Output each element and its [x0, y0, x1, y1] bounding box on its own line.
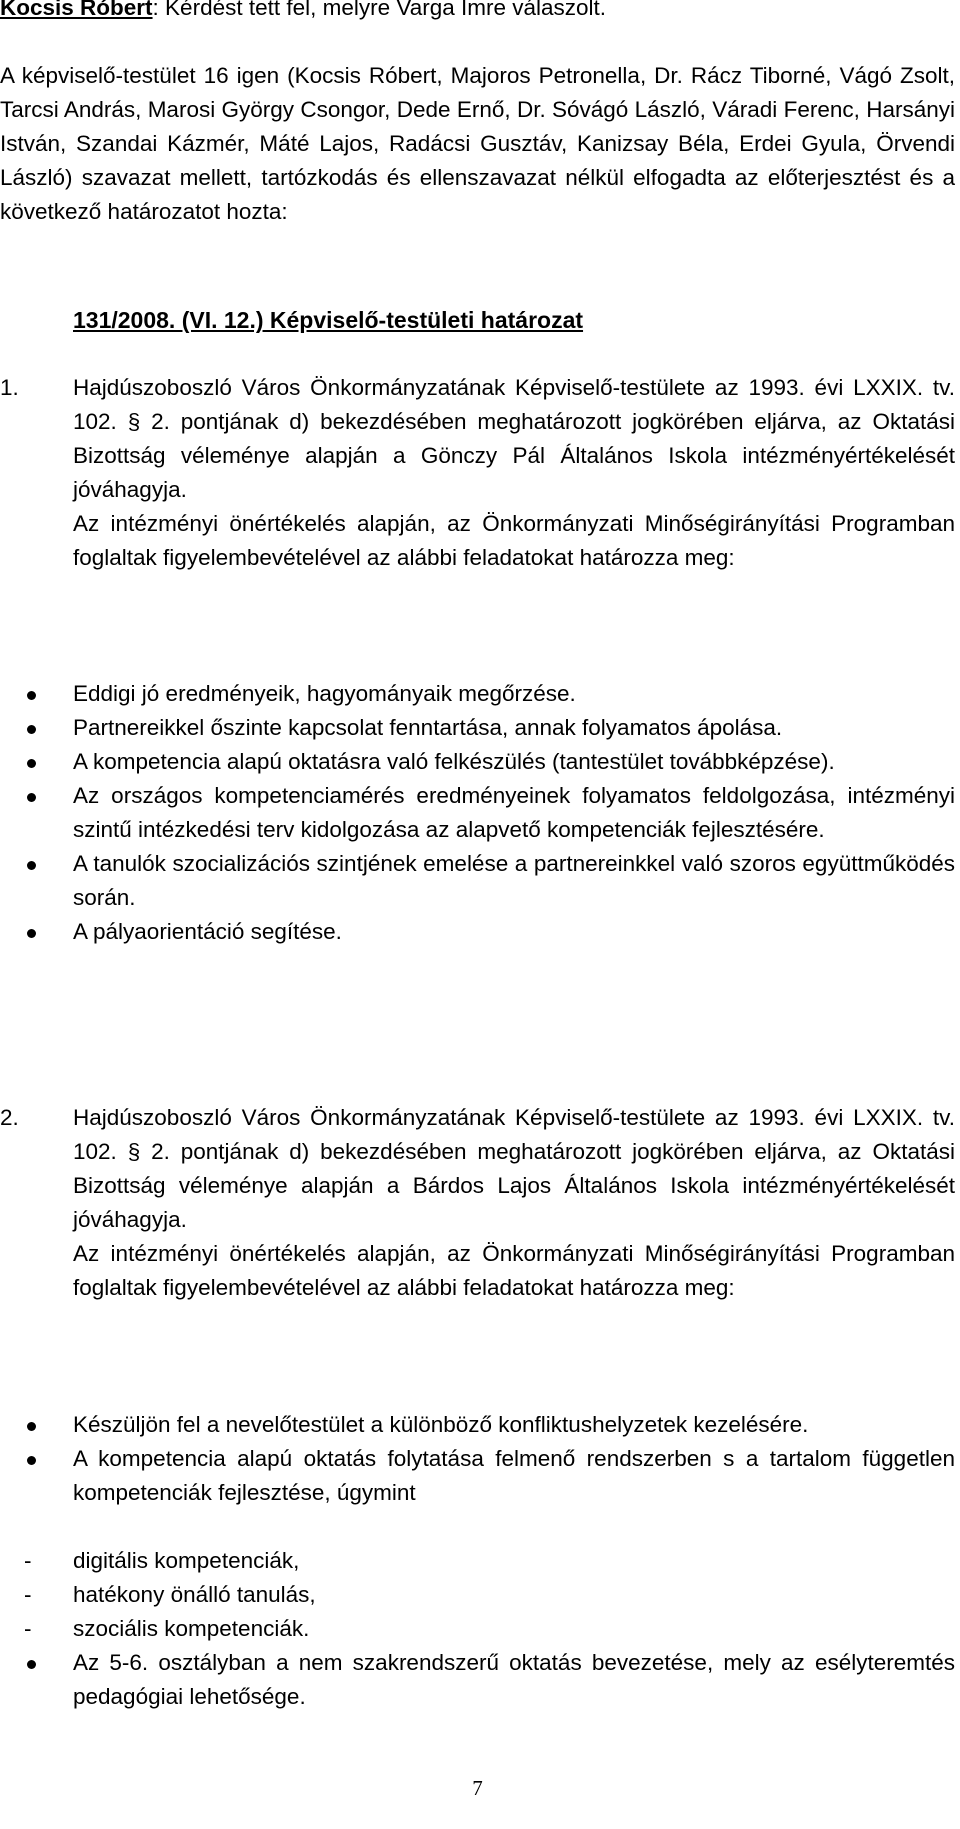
- bullet-icon: [27, 759, 36, 768]
- point-number: 1.: [0, 375, 19, 400]
- point-2-task-list-b: [0, 1646, 955, 1714]
- competency-list: [0, 1544, 955, 1646]
- list-item: Az országos kompetenciamérés eredményeinek folyamatos feldolgozása, intézményi szintű intézkedési terv kidolgozása az alapvető kompetenciák fejlesztésére.: [0, 779, 955, 847]
- resolution-title: 131/2008. (VI. 12.) Képviselő-testületi határozat: [73, 307, 584, 333]
- point-1-task-list: [0, 677, 955, 949]
- speaker-text: : Kérdést tett fel, melyre Varga Imre válaszolt.: [152, 0, 607, 20]
- point-text: Hajdúszoboszló Város Önkormányzatának Képviselő-testülete az 1993. évi LXXIX. tv. 102. § 2. pontjának d) bekezdésében meghatározott jogkörében eljárva, az Oktatási Bizottság véleménye alapján a Bárdos Lajos Általános Iskola intézményértékelését jóváhagyja.: [73, 1105, 955, 1232]
- list-item: A pályaorientáció segítése.: [0, 915, 955, 949]
- resolution-point-1: [0, 371, 955, 575]
- bullet-icon: [27, 1422, 36, 1431]
- dash-marker: -: [24, 1548, 32, 1573]
- resolution-point-2: [0, 1101, 955, 1305]
- point-text: Hajdúszoboszló Város Önkormányzatának Képviselő-testülete az 1993. évi LXXIX. tv. 102. § 2. pontjának d) bekezdésében meghatározott jogkörében eljárva, az Oktatási Bizottság véleménye alapján a Gönczy Pál Általános Iskola intézményértékelését jóváhagyja.: [73, 375, 955, 502]
- bullet-icon: [27, 929, 36, 938]
- point-tasks-intro: Az intézményi önértékelés alapján, az Önkormányzati Minőségirányítási Programban foglaltak figyelembevételével az alábbi feladatokat határozza meg:: [73, 1241, 955, 1300]
- bullet-icon: [27, 1660, 36, 1669]
- list-item: A kompetencia alapú oktatásra való felkészülés (tantestület továbbképzése).: [0, 745, 955, 779]
- list-item: Eddigi jó eredményeik, hagyományaik megőrzése.: [0, 677, 955, 711]
- speaker-line: [0, 0, 955, 25]
- dash-marker: -: [24, 1582, 32, 1607]
- list-item: - szociális kompetenciák.: [0, 1612, 955, 1646]
- bullet-icon: [27, 793, 36, 802]
- vote-paragraph: A képviselő-testület 16 igen (Kocsis Róbert, Majoros Petronella, Dr. Rácz Tiborné, Vágó Zsolt, Tarcsi András, Marosi György Csongor, Dede Ernő, Dr. Sóvágó László, Váradi Ferenc, Harsányi István, Szandai Kázmér, Máté Lajos, Radácsi Gusztáv, Kanizsay Béla, Erdei Gyula, Örvendi László) szavazat mellett, tartózkodás és ellenszavazat nélkül elfogadta az előterjesztést és a következő határozatot hozta:: [0, 63, 955, 224]
- bullet-icon: [27, 725, 36, 734]
- page-number: 7: [472, 1776, 483, 1800]
- bullet-icon: [27, 691, 36, 700]
- point-tasks-intro: Az intézményi önértékelés alapján, az Önkormányzati Minőségirányítási Programban foglaltak figyelembevételével az alábbi feladatokat határozza meg:: [73, 511, 955, 570]
- bullet-icon: [27, 1456, 36, 1465]
- list-item: Partnereikkel őszinte kapcsolat fenntartása, annak folyamatos ápolása.: [0, 711, 955, 745]
- point-2-task-list-a: [0, 1408, 955, 1510]
- bullet-icon: [27, 861, 36, 870]
- point-number: 2.: [0, 1105, 19, 1130]
- list-item: Az 5-6. osztályban a nem szakrendszerű oktatás bevezetése, mely az esélyteremtés pedagógiai lehetősége.: [0, 1646, 955, 1714]
- list-item: - hatékony önálló tanulás,: [0, 1578, 955, 1612]
- list-item: - digitális kompetenciák,: [0, 1544, 955, 1578]
- list-item: A tanulók szocializációs szintjének emelése a partnereinkkel való szoros együttműködés során.: [0, 847, 955, 915]
- list-item: A kompetencia alapú oktatás folytatása felmenő rendszerben s a tartalom független kompetenciák fejlesztése, úgymint: [0, 1442, 955, 1510]
- list-item: Készüljön fel a nevelőtestület a különböző konfliktushelyzetek kezelésére.: [0, 1408, 955, 1442]
- dash-marker: -: [24, 1616, 32, 1641]
- speaker-name: Kocsis Róbert: [0, 0, 153, 20]
